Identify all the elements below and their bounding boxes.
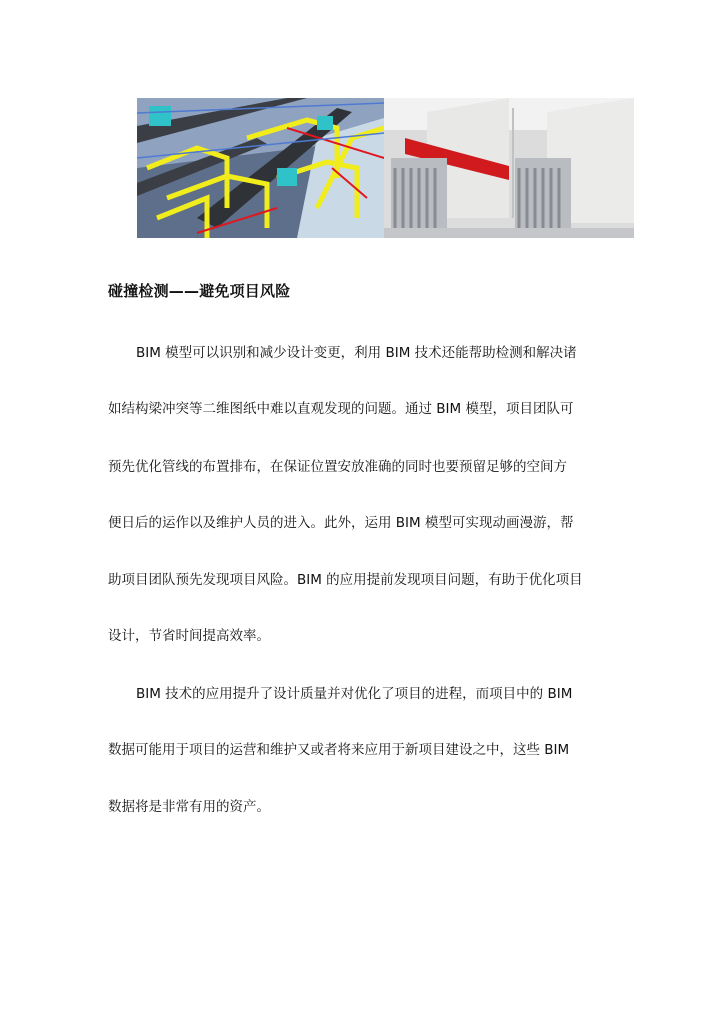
paragraph-line: BIM 模型可以识别和减少设计变更，利用 BIM 技术还能帮助检测和解决诸: [136, 345, 577, 361]
resolved-room-panel: [509, 98, 634, 238]
paragraph-line: 便日后的运作以及维护人员的进入。此外，运用 BIM 模型可实现动画漫游，帮: [108, 515, 574, 531]
paragraph-line: 预先优化管线的布置排布，在保证位置安放准确的同时也要预留足够的空间方: [108, 459, 567, 475]
pipe-model-panel: [137, 98, 384, 238]
clash-room-panel: [384, 98, 509, 238]
paragraph-line: 数据将是非常有用的资产。: [108, 799, 270, 815]
bim-collision-figure: [137, 98, 634, 238]
section-heading: 碰撞检测——避免项目风险: [108, 282, 291, 300]
paragraph-line: 数据可能用于项目的运营和维护又或者将来应用于新项目建设之中，这些 BIM: [108, 742, 570, 758]
paragraph-line: BIM 技术的应用提升了设计质量并对优化了项目的进程，而项目中的 BIM: [136, 686, 573, 702]
paragraph-line: 助项目团队预先发现项目风险。BIM 的应用提前发现项目问题，有助于优化项目: [108, 572, 583, 588]
paragraph-line: 设计，节省时间提高效率。: [108, 628, 270, 644]
paragraph-line: 如结构梁冲突等二维图纸中难以直观发现的问题。通过 BIM 模型，项目团队可: [108, 401, 574, 417]
bim-model-illustration: [137, 98, 634, 238]
